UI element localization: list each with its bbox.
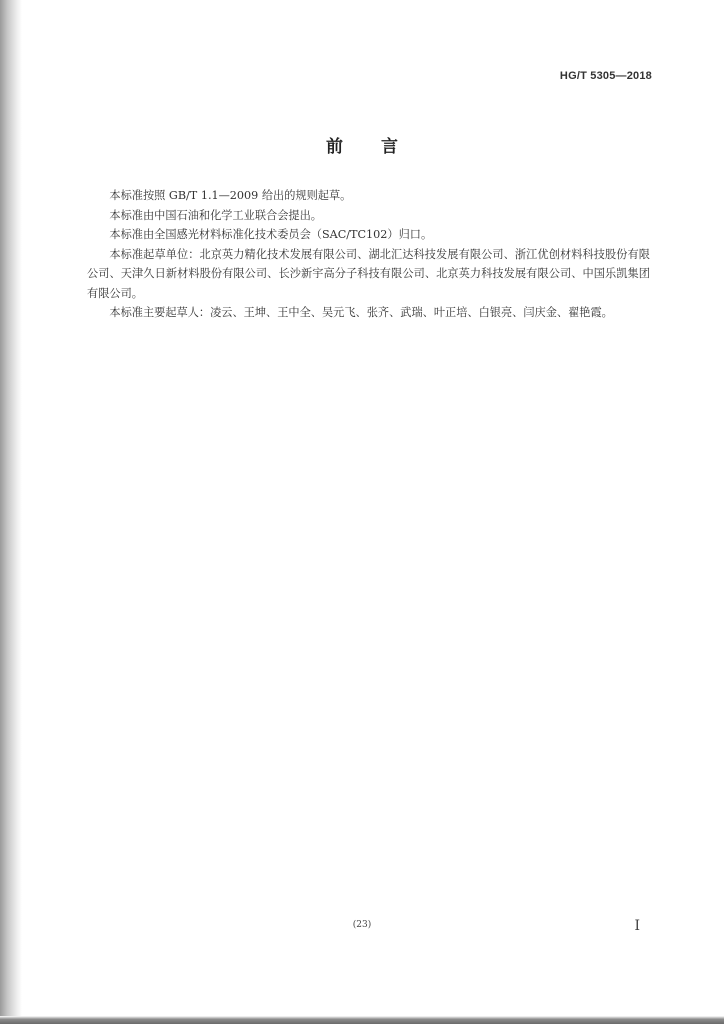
scan-bottom-edge: [0, 1016, 724, 1024]
paragraph-drafters: 本标准主要起草人：凌云、王坤、王中全、吴元飞、张齐、武瑞、叶正培、白银亮、闫庆金、翟艳霞。: [109, 306, 613, 319]
foreword-body: [87, 186, 650, 323]
page-number: (23): [352, 920, 372, 930]
roman-page-number: I: [634, 918, 640, 934]
page-title: 前言: [326, 137, 436, 157]
standard-code: HG/T 5305—2018: [559, 70, 652, 82]
paragraph-drafting-rules: 本标准按照 GB/T 1.1—2009 给出的规则起草。: [109, 189, 352, 202]
paragraph-drafting-units: 本标准起草单位：北京英力精化技术发展有限公司、湖北汇达科技发展有限公司、浙江优创材料科技股份有限公司、天津久日新材料股份有限公司、长沙新宇高分子科技有限公司、北京英力科技发展有限公司、中国乐凯集团有限公司。: [87, 247, 650, 300]
paragraph-proposed-by: 本标准由中国石油和化学工业联合会提出。: [109, 208, 322, 222]
paragraph-under-jurisdiction: 本标准由全国感光材料标准化技术委员会（SAC/TC102）归口。: [109, 228, 433, 241]
